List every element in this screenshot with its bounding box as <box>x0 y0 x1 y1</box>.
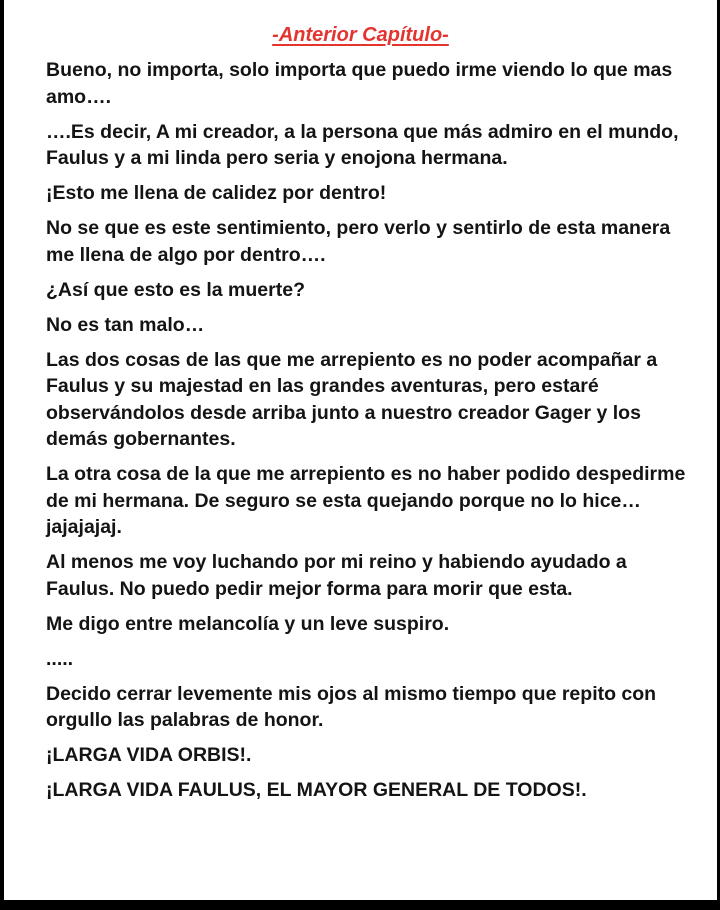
paragraph: ¡LARGA VIDA ORBIS!. <box>46 744 252 766</box>
paragraph: ….Es decir, A mi creador, a la persona que más admiro en el mundo, Faulus y a mi linda pero seria y enojona hermana. <box>46 120 679 169</box>
chapter-title: -Anterior Capítulo- <box>272 24 449 46</box>
paragraph: No es tan malo… <box>46 313 205 336</box>
document-page <box>4 0 717 900</box>
paragraph: ¡LARGA VIDA FAULUS, EL MAYOR GENERAL DE TODOS!. <box>46 779 587 801</box>
paragraph: ¿Así que esto es la muerte? <box>46 278 305 301</box>
paragraph: ..... <box>46 647 74 670</box>
paragraph: Las dos cosas de las que me arrepiento es no poder acompañar a Faulus y su majestad en las grandes aventuras, pero estaré observándolos desde arriba junto a nuestro creador Gager y los demás gobernantes. <box>46 348 658 450</box>
paragraph: Bueno, no importa, solo importa que puedo irme viendo lo que mas amo…. <box>46 59 673 108</box>
paragraph: Me digo entre melancolía y un leve suspiro. <box>46 612 450 635</box>
paragraph: No se que es este sentimiento, pero verlo y sentirlo de esta manera me llena de algo por dentro…. <box>46 217 671 266</box>
paragraph: Al menos me voy luchando por mi reino y habiendo ayudado a Faulus. No puedo pedir mejor forma para morir que esta. <box>46 551 627 600</box>
paragraph: La otra cosa de la que me arrepiento es no haber podido despedirme de mi hermana. De seguro se esta quejando porque no lo hice…jajajajaj. <box>46 463 686 538</box>
paragraph: Decido cerrar levemente mis ojos al mismo tiempo que repito con orgullo las palabras de honor. <box>46 682 657 731</box>
paragraph: ¡Esto me llena de calidez por dentro! <box>46 182 387 204</box>
story-text <box>46 57 694 812</box>
